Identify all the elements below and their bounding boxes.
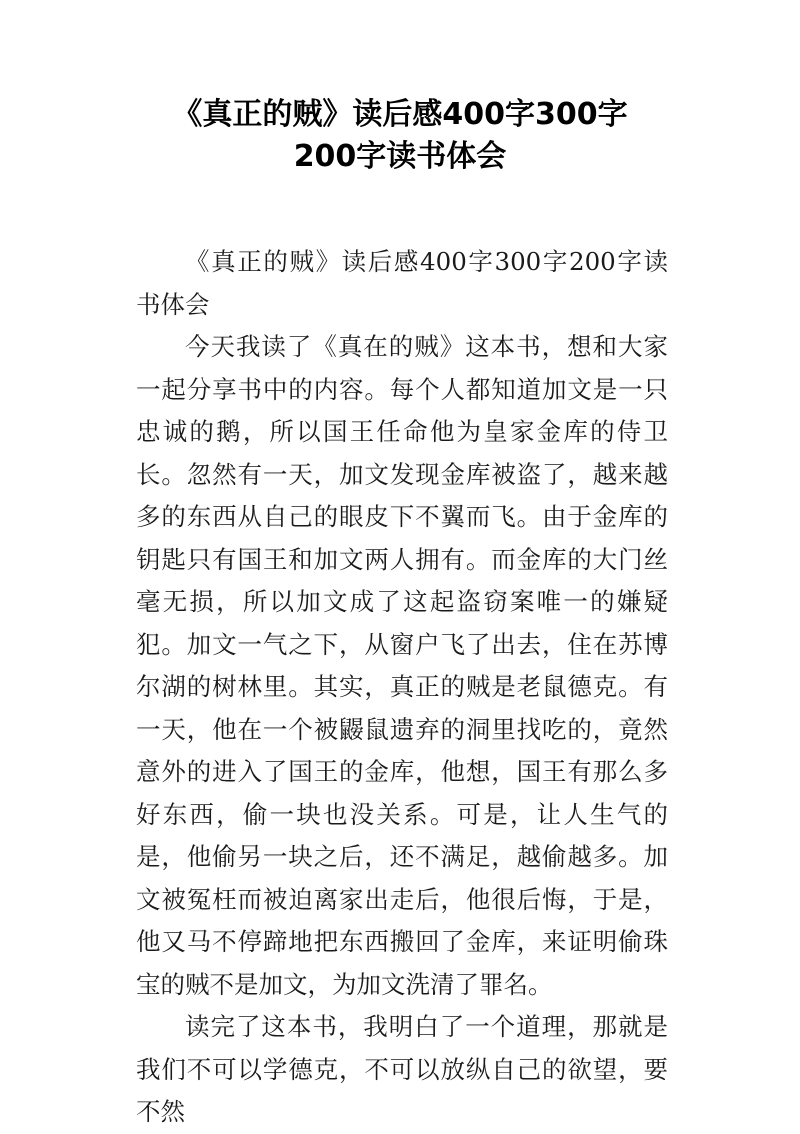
document-title bbox=[120, 94, 680, 178]
title-line-2: 200字读书体会 bbox=[293, 139, 507, 174]
reflection-paragraph: 读完了这本书，我明白了一个道理，那就是我们不可以学德克，不可以放纵自己的欲望，要不然 bbox=[136, 1012, 668, 1126]
subtitle-paragraph: 《真正的贼》读后感400字300字200字读书体会 bbox=[136, 247, 668, 319]
story-summary-paragraph: 今天我读了《真在的贼》这本书，想和大家一起分享书中的内容。每个人都知道加文是一只忠诚的鹅，所以国王任命他为皇家金库的侍卫长。忽然有一天，加文发现金库被盗了，越来越多的东西从自己的眼皮下不翼而飞。由于金库的钥匙只有国王和加文两人拥有。而金库的大门丝毫无损，所以加文成了这起盗窃案唯一的嫌疑犯。加文一气之下，从窗户飞了出去，住在苏博尔湖的树林里。其实，真正的贼是老鼠德克。有一天，他在一个被鼹鼠遗弃的洞里找吃的，竟然意外的进入了国王的金库，他想，国王有那么多好东西，偷一块也没关系。可是，让人生气的是，他偷另一块之后，还不满足，越偷越多。加文被冤枉而被迫离家出走后，他很后悔，于是，他又马不停蹄地把东西搬回了金库，来证明偷珠宝的贼不是加文，为加文洗清了罪名。 bbox=[136, 332, 668, 999]
title-line-1: 《真正的贼》读后感400字300字 bbox=[172, 97, 628, 132]
document-body bbox=[136, 241, 668, 1134]
